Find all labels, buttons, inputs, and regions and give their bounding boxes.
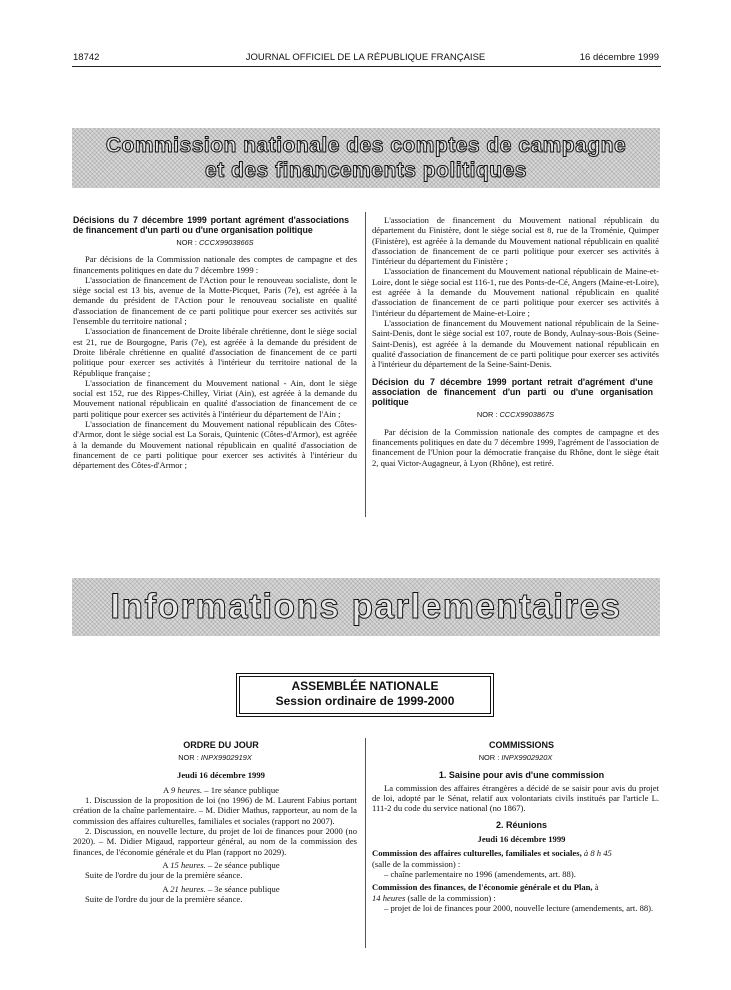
- assembly-title: ASSEMBLÉE NATIONALE: [291, 679, 439, 693]
- seance-3-text: Suite de l'ordre du jour de la première séance.: [85, 893, 243, 904]
- commission-2-a: à: [592, 882, 599, 893]
- decision1-title: Décisions du 7 décembre 1999 portant agrément d'associations de financement d'un parti ou d'une organisation politique: [73, 215, 349, 235]
- decision1-paragraph: L'association de financement du Mouvement national républicain de la Seine-Saint-Denis, dont le siège social est 107, route de Bondy, Aulnay-sous-Bois (Seine-Saint-Denis), est agréée à la demande du Mouvement national républicain en qualité d'association de financement de ce parti politique pour exercer ses activités à l'intérieur du département de la Seine-Saint-Denis.: [372, 317, 659, 370]
- decision1-paragraph: L'association de financement du Mouvement national républicain de Maine-et-Loire, dont le siège social est 116-1, rue des Ponts-de-Cé, Angers (Maine-et-Loire), est agréée à la demande du Mouvement national républicain en qualité d'association de financement de ce parti politique pour exercer ses activités à l'intérieur du département de Maine-et-Loire ;: [372, 266, 659, 318]
- commission-1-item: – chaîne parlementaire no 1996 (amendements, art. 88).: [384, 868, 576, 879]
- commission-banner-line2: et des financements politiques: [205, 159, 527, 182]
- commission-2-name: Commission des finances, de l'économie générale et du Plan,: [372, 882, 593, 893]
- column-divider: [365, 738, 366, 948]
- saisine-text: La commission des affaires étrangères a décidé de se saisir pour avis du projet de loi, adopté par le Sénat, relatif aux volontariats civils institués par l'article L. 111-2 du code du service national (no 1867).: [372, 782, 659, 814]
- saisine-heading: 1. Saisine pour avis d'une commission: [438, 769, 605, 780]
- assembly-box-inner-frame: [239, 676, 491, 714]
- decision1-paragraph: L'association de financement du Mouvement national républicain du département du Finistère, dont le siège social est 8, rue de la Troménie, Quimper (Finistère), est agréée à la demande du Mouvement national républicain en qualité d'association de financement de ce parti politique pour exercer ses activités à l'intérieur du département du Finistère ;: [372, 215, 659, 267]
- seance-3-label: – 3e séance publique: [205, 883, 280, 894]
- seance-2: [73, 860, 357, 870]
- nor-label: NOR :: [476, 410, 500, 420]
- ordre-day: Jeudi 16 décembre 1999: [177, 769, 265, 780]
- nor-code: CCCX9903867S: [499, 410, 555, 420]
- decision1-paragraph: L'association de financement de Droite libérale chrétienne, dont le siège social est 21, rue de Bourgogne, Paris (7e), est agréée à la demande du président de Droite libérale chrétienne en qualité d'association de financement de ce parti politique pour exercer ses activités à l'intérieur du territoire national de la République française ;: [73, 326, 357, 378]
- nor-code: CCCX9903866S: [198, 238, 254, 247]
- informations-parlementaires-banner: Informations parlementaires: [72, 578, 660, 636]
- seance-prefix: A: [163, 784, 171, 795]
- ordre-du-jour-nor: [73, 753, 357, 763]
- commission-1: [372, 848, 659, 858]
- seance-1-time: 9 heures.: [170, 784, 203, 795]
- commission-1-name: Commission des affaires culturelles, familiales et sociales,: [372, 848, 582, 859]
- seance-1-label: – 1re séance publique: [202, 784, 279, 795]
- nor-label: NOR :: [176, 238, 199, 247]
- commissions-heading: COMMISSIONS: [488, 740, 554, 750]
- commission-banner: [72, 128, 660, 188]
- nor-code: INPX9902919X: [200, 753, 252, 763]
- commission-2-item: – projet de loi de finances pour 2000, nouvelle lecture (amendements, art. 88).: [384, 902, 654, 913]
- ordre-du-jour-column: [73, 740, 357, 904]
- seance-2-label: – 2e séance publique: [205, 859, 280, 870]
- seance-prefix: A: [162, 859, 171, 870]
- decision1-paragraph: L'association de financement du Mouvement national républicain des Côtes-d'Armor, dont le siège social est La Sorais, Quintenic (Côtes-d'Armor), est agréée à la demande du Mouvement national républicain en qualité d'association de financement de ce parti politique pour exercer ses activités à l'intérieur du département des Côtes-d'Armor ;: [73, 419, 357, 471]
- page-number: 18742: [73, 52, 100, 63]
- commissions-column: [372, 740, 659, 913]
- seance-2-text: Suite de l'ordre du jour de la première séance.: [85, 870, 243, 881]
- seance-prefix: A: [162, 883, 171, 894]
- decision1-paragraph: L'association de financement de l'Action pour le renouveau socialiste, dont le siège social est 13 bis, avenue de la Motte-Picquet, Paris (7e), est agréée à la demande du président de l'Action pour le renouveau socialiste en qualité d'association de financement de ce parti politique pour exercer ses activités sur l'ensemble du territoire national ;: [73, 274, 357, 327]
- agenda-item-1: 1. Discussion de la proposition de loi (no 1996) de M. Laurent Fabius portant création de la chaîne parlementaire. – M. Didier Mathus, rapporteur, au nom de la commission des affaires culturelles, familiales et sociales (rapport no 2007).: [73, 795, 357, 826]
- column-divider: [365, 212, 366, 517]
- journal-title: JOURNAL OFFICIEL DE LA RÉPUBLIQUE FRANÇAISE: [245, 52, 486, 63]
- reunions-heading: 2. Réunions: [495, 819, 547, 830]
- commission-2-time: 14 heures: [372, 892, 406, 903]
- decisions-right-column: [372, 215, 659, 468]
- seance-1: [73, 785, 357, 795]
- nor-code: INPX9902920X: [501, 753, 553, 763]
- decision2-title: Décision du 7 décembre 1999 portant retrait d'agrément d'une association de financement d'un parti ou d'une organisation politique: [372, 377, 653, 408]
- decision1-nor: [73, 238, 357, 248]
- decision1-paragraph: L'association de financement du Mouvement national - Ain, dont le siège social est 152, rue des Rippes-Chilley, Viriat (Ain), est agréée à la demande du Mouvement national républicain en qualité d'association de financement de ce parti politique pour exercer ses activités à l'intérieur du département de l'Ain ;: [73, 377, 357, 419]
- seance-3-time: 21 heures.: [170, 883, 206, 894]
- decision1-paragraph: Par décisions de la Commission nationale des comptes de campagne et des financements politiques en date du 7 décembre 1999 :: [73, 254, 357, 275]
- header-rule: [72, 66, 661, 67]
- decision2-paragraph: Par décision de la Commission nationale des comptes de campagne et des financements politiques en date du 7 décembre 1999, l'agrément de l'association de financement de l'Union pour la démocratie française du Rhône, dont le siège était 2, quai Victor-Augagneur, à Lyon (Rhône), est retiré.: [372, 426, 659, 468]
- commission-2-room: (salle de la commission) :: [405, 892, 496, 903]
- decisions-left-column: [73, 215, 357, 471]
- commission-2: [372, 882, 659, 903]
- commission-1-time: à 8 h 45: [581, 848, 612, 859]
- session-title: Session ordinaire de 1999-2000: [275, 694, 455, 708]
- agenda-item-2: 2. Discussion, en nouvelle lecture, du projet de loi de finances pour 2000 (no 2020). – M. Didier Migaud, rapporteur général, au nom de la commission des finances, de l'économie générale et du Plan (rapport no 2029).: [73, 826, 357, 857]
- seance-2-time: 15 heures.: [170, 859, 206, 870]
- ordre-du-jour-heading: ORDRE DU JOUR: [183, 740, 259, 750]
- commissions-day: Jeudi 16 décembre 1999: [477, 834, 566, 845]
- commission-1-room: (salle de la commission) :: [372, 858, 461, 869]
- commission-banner-line1: Commission nationale des comptes de campagne: [105, 134, 627, 157]
- header-date: 16 décembre 1999: [579, 52, 659, 63]
- nor-label: NOR :: [478, 753, 502, 763]
- commissions-nor: [372, 753, 659, 763]
- nor-label: NOR :: [178, 753, 201, 763]
- decision2-nor: [372, 410, 659, 420]
- seance-3: [73, 884, 357, 894]
